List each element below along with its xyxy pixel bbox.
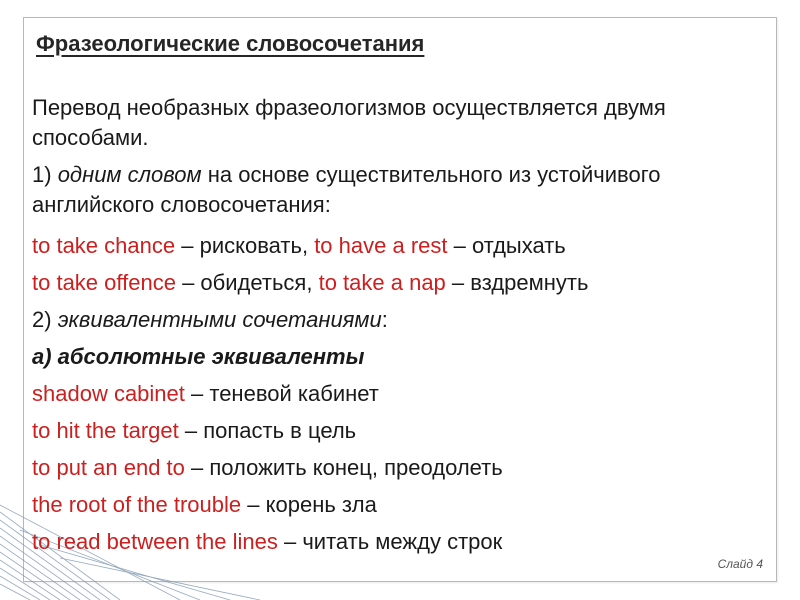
example-row — [32, 227, 752, 264]
example-row — [32, 412, 752, 449]
slide-number: Слайд 4 — [717, 557, 763, 571]
english-phrase: to hit the target — [32, 418, 179, 443]
method-one-italic: одним словом — [57, 162, 202, 187]
method-two-line — [32, 301, 752, 338]
english-phrase: to take chance — [32, 233, 176, 258]
method-two-number: 2) — [32, 307, 52, 332]
method-two-colon: : — [381, 307, 388, 332]
russian-translation: – обидеться, — [182, 270, 313, 295]
russian-translation: – корень зла — [247, 492, 377, 517]
method-one-number: 1) — [32, 162, 52, 187]
russian-translation: – положить конец, преодолеть — [191, 455, 503, 480]
english-phrase: to read between the lines — [32, 529, 278, 554]
example-row — [32, 449, 752, 486]
russian-translation: – вздремнуть — [451, 270, 589, 295]
russian-translation: – рисковать, — [181, 233, 309, 258]
english-phrase: to take a nap — [318, 270, 446, 295]
subheading-absolute-equivalents: а) абсолютные эквиваленты — [32, 344, 365, 369]
slide-title: Фразеологические словосочетания — [36, 31, 425, 56]
english-phrase: to have a rest — [314, 233, 448, 258]
intro-paragraph: Перевод необразных фразеологизмов осуществляется двумя способами. — [32, 95, 666, 150]
slide-body — [32, 93, 752, 560]
russian-translation: – читать между строк — [283, 529, 503, 554]
example-row — [32, 264, 752, 301]
method-one-paragraph — [32, 160, 752, 220]
method-one-text: на основе существительного из устойчивого английского словосочетания: — [32, 162, 661, 217]
russian-translation: – отдыхать — [453, 233, 566, 258]
method-two-italic: эквивалентными сочетаниями — [57, 307, 382, 332]
english-phrase: to put an end to — [32, 455, 185, 480]
english-phrase: shadow cabinet — [32, 381, 185, 406]
english-phrase: the root of the trouble — [32, 492, 242, 517]
russian-translation: – теневой кабинет — [191, 381, 379, 406]
example-row — [32, 523, 752, 560]
example-row — [32, 486, 752, 523]
english-phrase: to take offence — [32, 270, 176, 295]
russian-translation: – попасть в цель — [184, 418, 357, 443]
example-row — [32, 375, 752, 412]
